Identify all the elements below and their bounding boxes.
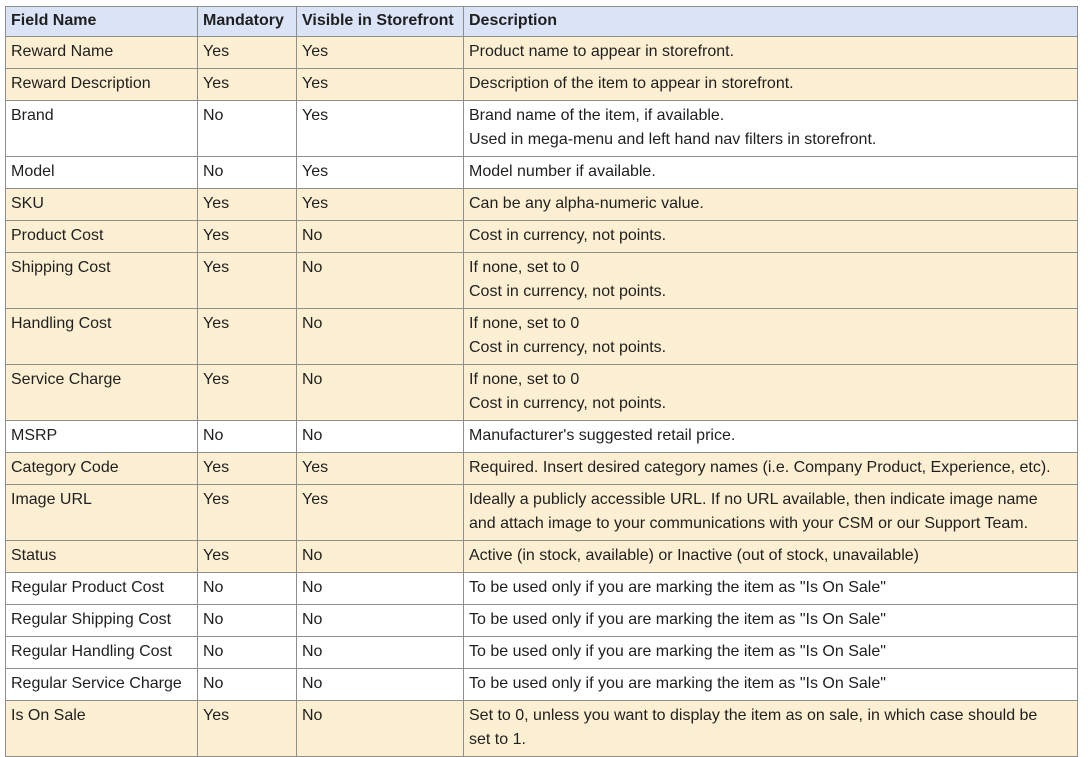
- description-line: Can be any alpha-numeric value.: [469, 195, 704, 212]
- field-name-cell: Regular Service Charge: [6, 669, 198, 701]
- table-row: [6, 157, 1078, 189]
- table-row: [6, 541, 1078, 573]
- table-row: [6, 189, 1078, 221]
- mandatory-cell: No: [198, 605, 297, 637]
- field-spec-table: [5, 6, 1078, 757]
- visible-cell: No: [297, 701, 464, 757]
- description-line: To be used only if you are marking the item as "Is On Sale": [469, 611, 886, 628]
- description-line: Ideally a publicly accessible URL. If no URL available, then indicate image name: [469, 491, 1038, 508]
- field-name-cell: Service Charge: [6, 365, 198, 421]
- field-name-cell: Regular Shipping Cost: [6, 605, 198, 637]
- description-cell: [464, 421, 1078, 453]
- table-row: [6, 421, 1078, 453]
- table-row: [6, 669, 1078, 701]
- description-line: Manufacturer's suggested retail price.: [469, 427, 736, 444]
- field-name-cell: Category Code: [6, 453, 198, 485]
- mandatory-cell: Yes: [198, 189, 297, 221]
- description-cell: [464, 365, 1078, 421]
- description-line: To be used only if you are marking the item as "Is On Sale": [469, 579, 886, 596]
- mandatory-cell: Yes: [198, 701, 297, 757]
- description-cell: [464, 453, 1078, 485]
- description-cell: [464, 701, 1078, 757]
- visible-cell: No: [297, 541, 464, 573]
- mandatory-cell: Yes: [198, 541, 297, 573]
- field-name-cell: Status: [6, 541, 198, 573]
- table-row: [6, 221, 1078, 253]
- mandatory-cell: Yes: [198, 221, 297, 253]
- field-name-cell: Regular Product Cost: [6, 573, 198, 605]
- visible-cell: No: [297, 421, 464, 453]
- field-name-cell: Brand: [6, 101, 198, 157]
- description-cell: [464, 37, 1078, 69]
- table-row: [6, 701, 1078, 757]
- description-cell: [464, 573, 1078, 605]
- table-row: [6, 69, 1078, 101]
- visible-cell: No: [297, 221, 464, 253]
- mandatory-cell: Yes: [198, 453, 297, 485]
- mandatory-cell: No: [198, 669, 297, 701]
- field-name-cell: Model: [6, 157, 198, 189]
- field-name-cell: Is On Sale: [6, 701, 198, 757]
- description-line: Set to 0, unless you want to display the item as on sale, in which case should be: [469, 707, 1038, 724]
- visible-cell: Yes: [297, 69, 464, 101]
- header-description: Description: [464, 7, 1078, 37]
- description-cell: [464, 221, 1078, 253]
- field-name-cell: Reward Name: [6, 37, 198, 69]
- mandatory-cell: Yes: [198, 37, 297, 69]
- visible-cell: No: [297, 573, 464, 605]
- header-mandatory: Mandatory: [198, 7, 297, 37]
- description-cell: [464, 101, 1078, 157]
- mandatory-cell: Yes: [198, 365, 297, 421]
- visible-cell: No: [297, 365, 464, 421]
- table-row: [6, 309, 1078, 365]
- table-row: [6, 253, 1078, 309]
- header-visible-in-storefront: Visible in Storefront: [297, 7, 464, 37]
- table-header: [6, 7, 1078, 37]
- description-line: and attach image to your communications with your CSM or our Support Team.: [469, 515, 1029, 532]
- description-line: Active (in stock, available) or Inactive (out of stock, unavailable): [469, 547, 919, 564]
- description-cell: [464, 69, 1078, 101]
- description-line: To be used only if you are marking the item as "Is On Sale": [469, 675, 886, 692]
- description-line: Model number if available.: [469, 163, 656, 180]
- table-row: [6, 637, 1078, 669]
- description-cell: [464, 253, 1078, 309]
- description-line: Used in mega-menu and left hand nav filters in storefront.: [469, 131, 877, 148]
- field-name-cell: Shipping Cost: [6, 253, 198, 309]
- description-line: If none, set to 0: [469, 315, 580, 332]
- field-name-cell: Handling Cost: [6, 309, 198, 365]
- description-cell: [464, 157, 1078, 189]
- field-name-cell: Image URL: [6, 485, 198, 541]
- description-cell: [464, 485, 1078, 541]
- description-line: Brand name of the item, if available.: [469, 107, 725, 124]
- visible-cell: Yes: [297, 189, 464, 221]
- mandatory-cell: Yes: [198, 309, 297, 365]
- mandatory-cell: No: [198, 637, 297, 669]
- table-row: [6, 37, 1078, 69]
- description-line: Cost in currency, not points.: [469, 395, 667, 412]
- visible-cell: No: [297, 253, 464, 309]
- description-line: Cost in currency, not points.: [469, 283, 667, 300]
- description-line: If none, set to 0: [469, 259, 580, 276]
- table-row: [6, 365, 1078, 421]
- mandatory-cell: Yes: [198, 485, 297, 541]
- description-line: If none, set to 0: [469, 371, 580, 388]
- field-name-cell: Regular Handling Cost: [6, 637, 198, 669]
- description-line: Product name to appear in storefront.: [469, 43, 735, 60]
- mandatory-cell: Yes: [198, 69, 297, 101]
- visible-cell: No: [297, 637, 464, 669]
- description-cell: [464, 189, 1078, 221]
- table-row: [6, 101, 1078, 157]
- visible-cell: No: [297, 309, 464, 365]
- description-line: Required. Insert desired category names (i.e. Company Product, Experience, etc).: [469, 459, 1051, 476]
- table-row: [6, 453, 1078, 485]
- mandatory-cell: No: [198, 573, 297, 605]
- description-line: set to 1.: [469, 731, 526, 748]
- table-row: [6, 605, 1078, 637]
- table-row: [6, 573, 1078, 605]
- field-name-cell: Reward Description: [6, 69, 198, 101]
- visible-cell: Yes: [297, 453, 464, 485]
- table-body: [6, 37, 1078, 757]
- mandatory-cell: No: [198, 157, 297, 189]
- description-cell: [464, 637, 1078, 669]
- description-cell: [464, 669, 1078, 701]
- description-line: Description of the item to appear in storefront.: [469, 75, 794, 92]
- visible-cell: Yes: [297, 157, 464, 189]
- field-name-cell: Product Cost: [6, 221, 198, 253]
- field-name-cell: SKU: [6, 189, 198, 221]
- header-field-name: Field Name: [6, 7, 198, 37]
- description-line: Cost in currency, not points.: [469, 227, 667, 244]
- visible-cell: Yes: [297, 37, 464, 69]
- field-name-cell: MSRP: [6, 421, 198, 453]
- visible-cell: No: [297, 669, 464, 701]
- mandatory-cell: No: [198, 101, 297, 157]
- description-cell: [464, 309, 1078, 365]
- description-cell: [464, 605, 1078, 637]
- header-row: [6, 7, 1078, 37]
- description-cell: [464, 541, 1078, 573]
- visible-cell: Yes: [297, 485, 464, 541]
- table-row: [6, 485, 1078, 541]
- visible-cell: Yes: [297, 101, 464, 157]
- description-line: To be used only if you are marking the item as "Is On Sale": [469, 643, 886, 660]
- mandatory-cell: No: [198, 421, 297, 453]
- description-line: Cost in currency, not points.: [469, 339, 667, 356]
- visible-cell: No: [297, 605, 464, 637]
- mandatory-cell: Yes: [198, 253, 297, 309]
